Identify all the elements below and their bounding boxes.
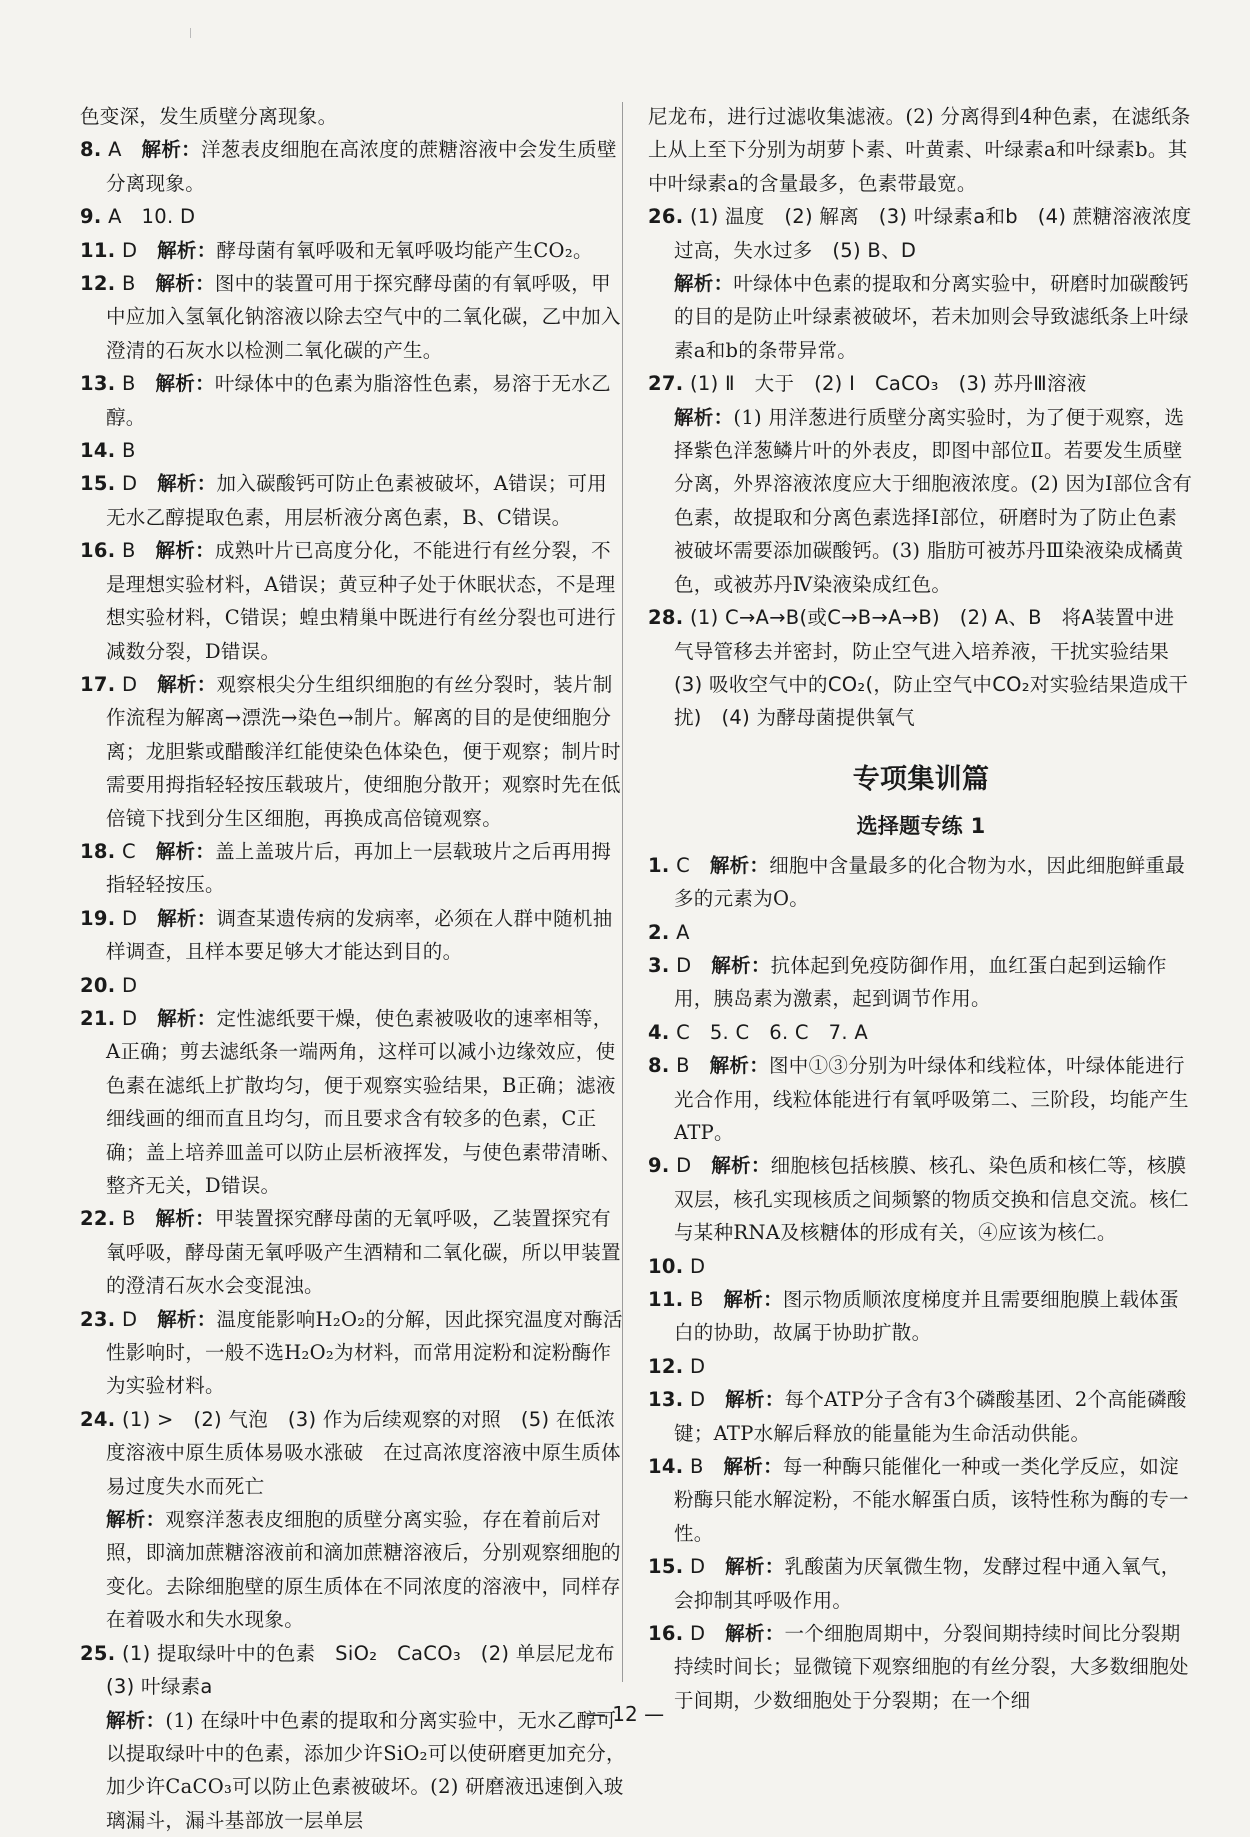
- item-number: 26.: [648, 205, 683, 228]
- answer-item: [80, 1303, 626, 1403]
- analysis-colon: ：: [751, 954, 771, 977]
- answer-item: [648, 601, 1194, 735]
- answer-item: [648, 1250, 1194, 1283]
- item-number: 12.: [80, 272, 115, 295]
- item-text: 成熟叶片已高度分化，不能进行有丝分裂，不是理想实验材料，A错误；黄豆种子处于休眠状态，不是理想实验材料，C错误；蝗虫精巢中既进行有丝分裂也可进行减数分裂，D错误。: [106, 539, 616, 662]
- item-answer: (1) Ⅱ 大于 (2) Ⅰ CaCO₃ (3) 苏丹Ⅲ溶液: [690, 372, 1087, 395]
- answer-item: [648, 200, 1194, 367]
- answer-item: [80, 1403, 626, 1637]
- item-number: 10.: [648, 1255, 683, 1278]
- answer-item: [648, 949, 1194, 1016]
- item-answer: (1) 温度 (2) 解离 (3) 叶绿素a和b (4) 蔗糖溶液浓度过高，失水过多 (5) B、D: [674, 205, 1192, 261]
- analysis-colon: ：: [765, 1622, 785, 1645]
- item-number: 15.: [648, 1555, 683, 1578]
- analysis-label: 解析: [157, 673, 197, 696]
- answer-item: [648, 1149, 1194, 1249]
- item-answer: C: [122, 840, 136, 863]
- analysis-label: 解析: [723, 1455, 763, 1478]
- analysis-label: 解析: [155, 372, 195, 395]
- analysis-label: 解析: [157, 907, 197, 930]
- item-number: 14.: [648, 1455, 683, 1478]
- item-number: 16.: [80, 539, 115, 562]
- analysis-label: 解析: [674, 272, 714, 295]
- analysis-label: 解析: [723, 1288, 763, 1311]
- item-text: 一个细胞周期中，分裂间期持续时间比分裂期持续时间长；显微镜下观察细胞的有丝分裂，大多数细胞处于间期，少数细胞处于分裂期；在一个细: [674, 1622, 1189, 1712]
- analysis-colon: ：: [751, 1154, 771, 1177]
- item-text: 色变深，发生质壁分离现象。: [80, 105, 337, 128]
- analysis-colon: ：: [195, 1207, 215, 1230]
- item-answer: D: [122, 673, 137, 696]
- analysis-colon: ：: [146, 1709, 166, 1732]
- item-text: 调查某遗传病的发病率，必须在人群中随机抽样调查，且样本要足够大才能达到目的。: [106, 907, 613, 963]
- item-number: 16.: [648, 1622, 683, 1645]
- item-answer: D: [676, 954, 691, 977]
- item-extra: 5. C 6. C 7. A: [710, 1021, 868, 1044]
- right-column-bottom: [648, 849, 1194, 1718]
- item-answer: C: [676, 1021, 690, 1044]
- analysis-label: 解析: [157, 1007, 197, 1030]
- analysis-colon: ：: [197, 239, 217, 262]
- item-number: 22.: [80, 1207, 115, 1230]
- answer-item: [80, 234, 626, 267]
- analysis-label: 解析: [157, 1308, 197, 1331]
- answer-item: [648, 1350, 1194, 1383]
- section-title: 专项集训篇: [648, 763, 1194, 797]
- left-column: [80, 100, 626, 1837]
- answer-item: [80, 200, 626, 233]
- analysis-colon: ：: [763, 1288, 783, 1311]
- item-text: 定性滤纸要干燥，使色素被吸收的速率相等，A正确；剪去滤纸条一端两角，这样可以减小边缘效应，使色素在滤纸上扩散均匀，便于观察实验结果，B正确；滤液细线画的细而直且均匀，而且要求含有较多的色素，C正确；盖上培养皿盖可以防止层析液挥发，与使色素带清晰、整齐无关，D错误。: [106, 1007, 621, 1197]
- item-answer: D: [122, 1308, 137, 1331]
- item-answer: D: [122, 1007, 137, 1030]
- answer-item: [648, 1383, 1194, 1450]
- analysis-label: 解析: [157, 239, 197, 262]
- analysis-colon: ：: [197, 1308, 217, 1331]
- item-text: 图示物质顺浓度梯度并且需要细胞膜上载体蛋白的协助，故属于协助扩散。: [674, 1288, 1179, 1344]
- analysis-label: 解析: [155, 1207, 195, 1230]
- answer-item: [648, 367, 1194, 601]
- analysis-label: 解析: [106, 1709, 146, 1732]
- item-answer: D: [122, 974, 137, 997]
- item-text: 洋葱表皮细胞在高浓度的蔗糖溶液中会发生质壁分离现象。: [106, 138, 617, 194]
- answer-item: [80, 668, 626, 835]
- item-text: 每个ATP分子含有3个磷酸基团、2个高能磷酸键；ATP水解后释放的能量能为生命活动供能。: [674, 1388, 1187, 1444]
- analysis-text: 观察洋葱表皮细胞的质壁分离实验，存在着前后对照，即滴加蔗糖溶液前和滴加蔗糖溶液后，分别观察细胞的变化。去除细胞壁的原生质体在不同浓度的溶液中，同样存在着吸水和失水现象。: [106, 1508, 621, 1631]
- header-tick: [190, 28, 191, 38]
- item-number: 13.: [80, 372, 115, 395]
- analysis-label: 解析: [155, 272, 195, 295]
- item-number: 14.: [80, 439, 115, 462]
- analysis-text: (1) 用洋葱进行质壁分离实验时，为了便于观察，选择紫色洋葱鳞片叶的外表皮，即图中部位Ⅱ。若要发生质壁分离，外界溶液浓度应大于细胞液浓度。(2) 因为Ⅰ部位含有色素，故提取和分离色素选择Ⅰ部位，研磨时为了防止色素被破坏需要添加碳酸钙。(3) 脂肪可被苏丹Ⅲ染液染成橘黄色，或被苏丹Ⅳ染液染成红色。: [674, 406, 1192, 596]
- item-text: 叶绿体中的色素为脂溶性色素，易溶于无水乙醇。: [106, 372, 611, 428]
- answer-item: [80, 367, 626, 434]
- analysis-colon: ：: [749, 1054, 769, 1077]
- analysis-colon: ：: [195, 840, 215, 863]
- answer-item: [80, 969, 626, 1002]
- item-answer: D: [122, 239, 137, 262]
- analysis-label: 解析: [711, 1154, 751, 1177]
- analysis-label: 解析: [156, 840, 196, 863]
- analysis-text: 叶绿体中色素的提取和分离实验中，研磨时加碳酸钙的目的是防止叶绿素被破坏，若未加则会导致滤纸条上叶绿素a和b的条带异常。: [674, 272, 1189, 362]
- item-text: 加入碳酸钙可防止色素被破坏，A错误；可用无水乙醇提取色素，用层析液分离色素，B、C错误。: [106, 472, 607, 528]
- item-text: 每一种酶只能催化一种或一类化学反应，如淀粉酶只能水解淀粉，不能水解蛋白质，该特性称为酶的专一性。: [674, 1455, 1189, 1545]
- item-number: 15.: [80, 472, 115, 495]
- item-answer: A: [108, 205, 122, 228]
- analysis-block: [674, 267, 1194, 367]
- analysis-label: 解析: [725, 1622, 765, 1645]
- item-number: 4.: [648, 1021, 670, 1044]
- analysis-label: 解析: [725, 1388, 765, 1411]
- item-answer: (1) C→A→B(或C→B→A→B) (2) A、B 将A装置中进气导管移去并密封，防止空气进入培养液，干扰实验结果 (3) 吸收空气中的CO₂(，防止空气中CO₂对实验结果造成干扰) (4) 为酵母菌提供氧气: [674, 606, 1189, 729]
- answer-item: [648, 1550, 1194, 1617]
- item-text: 酵母菌有氧呼吸和无氧呼吸均能产生CO₂。: [217, 239, 593, 262]
- item-answer: B: [122, 372, 136, 395]
- answer-item: [80, 1202, 626, 1302]
- analysis-colon: ：: [197, 1007, 217, 1030]
- item-answer: B: [122, 439, 136, 462]
- item-text: 图中①③分别为叶绿体和线粒体，叶绿体能进行光合作用，线粒体能进行有氧呼吸第二、三阶段，均能产生ATP。: [674, 1054, 1189, 1144]
- analysis-colon: ：: [195, 539, 215, 562]
- item-text: 乳酸菌为厌氧微生物，发酵过程中通入氧气，会抑制其呼吸作用。: [674, 1555, 1181, 1611]
- item-number: 28.: [648, 606, 683, 629]
- analysis-block: [106, 1503, 626, 1637]
- item-number: 13.: [648, 1388, 683, 1411]
- answer-item: [648, 1283, 1194, 1350]
- analysis-colon: ：: [181, 138, 201, 161]
- answer-item: [80, 434, 626, 467]
- answer-item: [80, 100, 626, 133]
- answer-item: [80, 534, 626, 668]
- item-text: 温度能影响H₂O₂的分解，因此探究温度对酶活性影响时，一般不选H₂O₂为材料，而常用淀粉和淀粉酶作为实验材料。: [106, 1308, 623, 1398]
- item-answer: A: [108, 138, 122, 161]
- analysis-label: 解析: [674, 406, 714, 429]
- item-number: 1.: [648, 854, 670, 877]
- item-answer: D: [690, 1355, 705, 1378]
- page-number: — 12 —: [0, 1702, 1250, 1726]
- item-answer: B: [690, 1288, 704, 1311]
- item-answer: D: [122, 472, 137, 495]
- item-extra: 10. D: [142, 205, 196, 228]
- analysis-label: 解析: [155, 539, 195, 562]
- answer-item: [80, 133, 626, 200]
- item-answer: B: [676, 1054, 690, 1077]
- item-number: 9.: [648, 1154, 670, 1177]
- item-number: 18.: [80, 840, 115, 863]
- item-number: 20.: [80, 974, 115, 997]
- answer-item: [648, 1016, 1194, 1049]
- right-column: [648, 100, 1194, 1717]
- sub-title: 选择题专练 1: [648, 811, 1194, 841]
- item-number: 9.: [80, 205, 102, 228]
- analysis-label: 解析: [710, 1054, 750, 1077]
- item-text: 图中的装置可用于探究酵母菌的有氧呼吸，甲中应加入氢氧化钠溶液以除去空气中的二氧化碳，乙中加入澄清的石灰水以检测二氧化碳的产生。: [106, 272, 621, 362]
- analysis-colon: ：: [749, 854, 769, 877]
- item-answer: D: [122, 907, 137, 930]
- item-text: 细胞核包括核膜、核孔、染色质和核仁等，核膜双层，核孔实现核质之间频繁的物质交换和信息交流。核仁与某种RNA及核糖体的形成有关，④应该为核仁。: [674, 1154, 1189, 1244]
- item-number: 3.: [648, 954, 670, 977]
- analysis-label: 解析: [142, 138, 182, 161]
- analysis-colon: ：: [195, 272, 215, 295]
- item-number: 11.: [648, 1288, 683, 1311]
- item-number: 11.: [80, 239, 115, 262]
- item-answer: D: [690, 1255, 705, 1278]
- item-number: 8.: [648, 1054, 670, 1077]
- item-text: 细胞中含量最多的化合物为水，因此细胞鲜重最多的元素为O。: [674, 854, 1185, 910]
- analysis-colon: ：: [146, 1508, 166, 1531]
- answer-item: [80, 1002, 626, 1202]
- answer-item: [648, 1049, 1194, 1149]
- analysis-label: 解析: [710, 854, 750, 877]
- analysis-colon: ：: [195, 372, 215, 395]
- answer-item: [648, 916, 1194, 949]
- item-number: 17.: [80, 673, 115, 696]
- analysis-colon: ：: [714, 406, 734, 429]
- analysis-block: [674, 401, 1194, 601]
- item-number: 19.: [80, 907, 115, 930]
- analysis-text: (1) 在绿叶中色素的提取和分离实验中，无水乙醇可以提取绿叶中的色素，添加少许SiO₂可以使研磨更加充分，加少许CaCO₃可以防止色素被破坏。(2) 研磨液迅速倒入玻璃漏斗，漏斗基部放一层单层: [106, 1709, 626, 1832]
- analysis-colon: ：: [714, 272, 734, 295]
- answer-item: [648, 849, 1194, 916]
- answer-item: [80, 1637, 626, 1837]
- answer-item: [80, 835, 626, 902]
- analysis-label: 解析: [711, 954, 751, 977]
- analysis-label: 解析: [157, 472, 197, 495]
- item-number: 23.: [80, 1308, 115, 1331]
- item-text: 抗体起到免疫防御作用，血红蛋白起到运输作用，胰岛素为激素，起到调节作用。: [674, 954, 1167, 1010]
- item-text: 盖上盖玻片后，再加上一层载玻片之后再用拇指轻轻按压。: [106, 840, 611, 896]
- answer-item: [80, 267, 626, 367]
- analysis-label: 解析: [106, 1508, 146, 1531]
- analysis-colon: ：: [197, 472, 217, 495]
- item-answer: B: [122, 1207, 136, 1230]
- item-answer: (1) > (2) 气泡 (3) 作为后续观察的对照 (5) 在低浓度溶液中原生质体易吸水涨破 在过高浓度溶液中原生质体易过度失水而死亡: [106, 1408, 621, 1498]
- item-answer: D: [690, 1622, 705, 1645]
- answer-item: [648, 1450, 1194, 1550]
- right-column-top: [648, 100, 1194, 735]
- item-answer: B: [122, 539, 136, 562]
- item-number: 12.: [648, 1355, 683, 1378]
- analysis-colon: ：: [765, 1388, 785, 1411]
- item-number: 2.: [648, 921, 670, 944]
- item-answer: B: [690, 1455, 704, 1478]
- item-answer: (1) 提取绿叶中的色素 SiO₂ CaCO₃ (2) 单层尼龙布 (3) 叶绿素a: [106, 1642, 635, 1698]
- item-answer: D: [690, 1388, 705, 1411]
- analysis-label: 解析: [725, 1555, 765, 1578]
- item-answer: B: [122, 272, 136, 295]
- analysis-colon: ：: [765, 1555, 785, 1578]
- item-number: 21.: [80, 1007, 115, 1030]
- item-text: 尼龙布，进行过滤收集滤液。(2) 分离得到4种色素，在滤纸条上从上至下分别为胡萝卜素、叶黄素、叶绿素a和叶绿素b。其中叶绿素a的含量最多，色素带最宽。: [648, 105, 1191, 195]
- item-answer: C: [676, 854, 690, 877]
- analysis-colon: ：: [197, 673, 217, 696]
- answer-item: [80, 467, 626, 534]
- analysis-colon: ：: [197, 907, 217, 930]
- answer-item: [80, 902, 626, 969]
- item-text: 观察根尖分生组织细胞的有丝分裂时，装片制作流程为解离→漂洗→染色→制片。解离的目的是使细胞分离；龙胆紫或醋酸洋红能使染色体染色，便于观察；制片时需要用拇指轻轻按压载玻片，使细胞分散开；观察时先在低倍镜下找到分生区细胞，再换成高倍镜观察。: [106, 673, 621, 830]
- item-answer: D: [690, 1555, 705, 1578]
- analysis-colon: ：: [763, 1455, 783, 1478]
- item-number: 24.: [80, 1408, 115, 1431]
- item-answer: A: [676, 921, 690, 944]
- item-number: 25.: [80, 1642, 115, 1665]
- item-answer: D: [676, 1154, 691, 1177]
- item-number: 27.: [648, 372, 683, 395]
- answer-item: [648, 100, 1194, 200]
- item-text: 甲装置探究酵母菌的无氧呼吸，乙装置探究有氧呼吸，酵母菌无氧呼吸产生酒精和二氧化碳，所以甲装置的澄清石灰水会变混浊。: [106, 1207, 621, 1297]
- item-number: 8.: [80, 138, 102, 161]
